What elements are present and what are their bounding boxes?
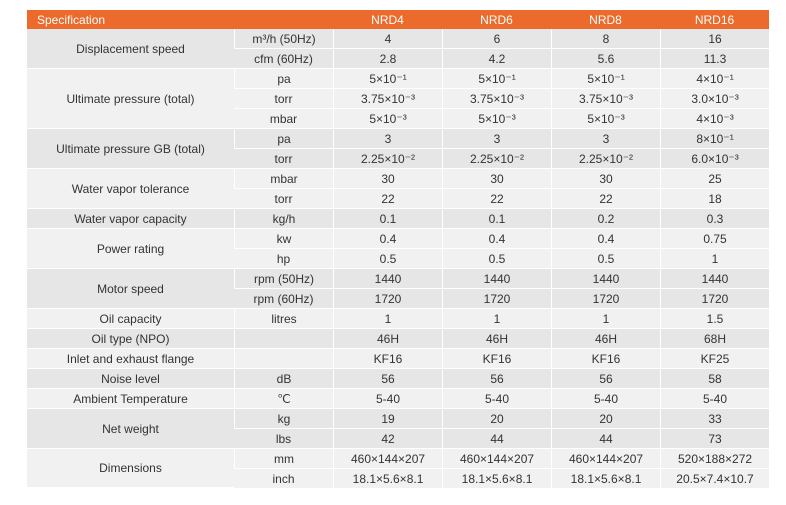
spec-value: 25: [660, 169, 769, 189]
spec-value: 11.3: [660, 49, 769, 69]
spec-row: [27, 169, 769, 189]
spec-value: 460×144×207: [551, 449, 660, 469]
spec-value: 0.4: [551, 229, 660, 249]
spec-label: Oil type (NPO): [27, 329, 234, 349]
spec-value: 58: [660, 369, 769, 389]
spec-value: 19: [333, 409, 442, 429]
spec-unit: rpm (60Hz): [234, 289, 333, 309]
spec-value: 0.3: [660, 209, 769, 229]
spec-unit: hp: [234, 249, 333, 269]
spec-value: 3: [551, 129, 660, 149]
spec-unit: cfm (60Hz): [234, 49, 333, 69]
spec-label: Ambient Temperature: [27, 389, 234, 409]
spec-value: 1: [660, 249, 769, 269]
spec-value: 3: [442, 129, 551, 149]
spec-row: [27, 349, 769, 369]
header-specification: Specification: [27, 10, 333, 29]
spec-label: Noise level: [27, 369, 234, 389]
spec-unit: inch: [234, 469, 333, 488]
spec-value: 3.75×10⁻³: [333, 89, 442, 109]
header-model: NRD4: [333, 10, 442, 29]
spec-unit: [234, 329, 333, 349]
spec-value: 1720: [660, 289, 769, 309]
header-row: [27, 10, 769, 29]
spec-unit: kw: [234, 229, 333, 249]
spec-value: 20: [442, 409, 551, 429]
spec-value: 16: [660, 29, 769, 49]
spec-value: 22: [551, 189, 660, 209]
spec-body: [27, 29, 769, 488]
spec-label: Water vapor tolerance: [27, 169, 234, 209]
spec-unit: torr: [234, 189, 333, 209]
spec-unit: kg: [234, 409, 333, 429]
spec-value: 56: [333, 369, 442, 389]
spec-value: 22: [333, 189, 442, 209]
spec-value: 44: [551, 429, 660, 449]
spec-value: 5-40: [333, 389, 442, 409]
spec-value: 46H: [442, 329, 551, 349]
spec-value: 46H: [333, 329, 442, 349]
spec-value: 1440: [442, 269, 551, 289]
spec-row: [27, 309, 769, 329]
spec-value: KF16: [333, 349, 442, 369]
spec-value: 2.8: [333, 49, 442, 69]
spec-value: 8: [551, 29, 660, 49]
spec-unit: m³/h (50Hz): [234, 29, 333, 49]
spec-value: 5×10⁻¹: [333, 69, 442, 89]
spec-unit: lbs: [234, 429, 333, 449]
spec-value: 4×10⁻³: [660, 109, 769, 129]
spec-value: 18.1×5.6×8.1: [442, 469, 551, 488]
spec-value: 0.1: [442, 209, 551, 229]
spec-unit: kg/h: [234, 209, 333, 229]
spec-value: 8×10⁻¹: [660, 129, 769, 149]
spec-value: 460×144×207: [333, 449, 442, 469]
spec-value: 33: [660, 409, 769, 429]
spec-value: 0.1: [333, 209, 442, 229]
spec-label: Displacement speed: [27, 29, 234, 69]
spec-value: 56: [442, 369, 551, 389]
spec-label: Oil capacity: [27, 309, 234, 329]
spec-value: 5×10⁻¹: [442, 69, 551, 89]
spec-row: [27, 129, 769, 149]
spec-value: 0.5: [442, 249, 551, 269]
spec-value: 18.1×5.6×8.1: [333, 469, 442, 488]
spec-value: 0.2: [551, 209, 660, 229]
spec-value: 22: [442, 189, 551, 209]
spec-value: KF16: [442, 349, 551, 369]
spec-unit: torr: [234, 149, 333, 169]
spec-value: 1720: [333, 289, 442, 309]
spec-label: Motor speed: [27, 269, 234, 309]
spec-value: 2.25×10⁻²: [551, 149, 660, 169]
spec-value: 20: [551, 409, 660, 429]
spec-value: 73: [660, 429, 769, 449]
spec-value: 5×10⁻³: [333, 109, 442, 129]
spec-value: 6.0×10⁻³: [660, 149, 769, 169]
spec-value: 1440: [551, 269, 660, 289]
spec-value: 30: [333, 169, 442, 189]
spec-row: [27, 269, 769, 289]
spec-value: 30: [442, 169, 551, 189]
spec-value: 2.25×10⁻²: [442, 149, 551, 169]
spec-value: 5-40: [551, 389, 660, 409]
spec-row: [27, 409, 769, 429]
spec-value: 20.5×7.4×10.7: [660, 469, 769, 488]
spec-value: 3.75×10⁻³: [551, 89, 660, 109]
spec-row: [27, 389, 769, 409]
spec-value: KF16: [551, 349, 660, 369]
spec-label: Inlet and exhaust flange: [27, 349, 234, 369]
spec-value: 5-40: [442, 389, 551, 409]
spec-value: 5×10⁻³: [442, 109, 551, 129]
spec-unit: mbar: [234, 169, 333, 189]
spec-value: 0.4: [333, 229, 442, 249]
spec-value: 1: [333, 309, 442, 329]
spec-value: 1: [551, 309, 660, 329]
spec-value: 2.25×10⁻²: [333, 149, 442, 169]
spec-value: KF25: [660, 349, 769, 369]
spec-unit: torr: [234, 89, 333, 109]
spec-value: 460×144×207: [442, 449, 551, 469]
spec-value: 46H: [551, 329, 660, 349]
spec-value: 42: [333, 429, 442, 449]
spec-value: 0.75: [660, 229, 769, 249]
spec-value: 0.5: [333, 249, 442, 269]
spec-value: 520×188×272: [660, 449, 769, 469]
spec-row: [27, 229, 769, 249]
spec-value: 0.4: [442, 229, 551, 249]
spec-label: Dimensions: [27, 449, 234, 488]
spec-value: 1: [442, 309, 551, 329]
spec-value: 30: [551, 169, 660, 189]
spec-row: [27, 369, 769, 389]
spec-row: [27, 29, 769, 49]
spec-value: 1720: [442, 289, 551, 309]
spec-row: [27, 449, 769, 469]
spec-unit: [234, 349, 333, 369]
spec-value: 4.2: [442, 49, 551, 69]
spec-label: Power rating: [27, 229, 234, 269]
header-model: NRD8: [551, 10, 660, 29]
spec-value: 18.1×5.6×8.1: [551, 469, 660, 488]
spec-value: 1.5: [660, 309, 769, 329]
spec-value: 3.75×10⁻³: [442, 89, 551, 109]
spec-row: [27, 329, 769, 349]
spec-value: 5×10⁻¹: [551, 69, 660, 89]
spec-value: 56: [551, 369, 660, 389]
spec-value: 4: [333, 29, 442, 49]
spec-label: Net weight: [27, 409, 234, 449]
spec-unit: mbar: [234, 109, 333, 129]
spec-value: 5×10⁻³: [551, 109, 660, 129]
spec-label: Water vapor capacity: [27, 209, 234, 229]
spec-value: 4×10⁻¹: [660, 69, 769, 89]
spec-value: 44: [442, 429, 551, 449]
spec-unit: mm: [234, 449, 333, 469]
spec-unit: litres: [234, 309, 333, 329]
spec-value: 1720: [551, 289, 660, 309]
header-model: NRD6: [442, 10, 551, 29]
spec-label: Ultimate pressure GB (total): [27, 129, 234, 169]
spec-value: 1440: [660, 269, 769, 289]
spec-value: 6: [442, 29, 551, 49]
spec-value: 68H: [660, 329, 769, 349]
spec-label: Ultimate pressure (total): [27, 69, 234, 129]
spec-unit: pa: [234, 69, 333, 89]
spec-value: 5-40: [660, 389, 769, 409]
spec-value: 3: [333, 129, 442, 149]
spec-row: [27, 69, 769, 89]
spec-value: 3.0×10⁻³: [660, 89, 769, 109]
spec-row: [27, 209, 769, 229]
spec-table: [27, 10, 769, 488]
spec-unit: pa: [234, 129, 333, 149]
spec-value: 1440: [333, 269, 442, 289]
spec-value: 0.5: [551, 249, 660, 269]
spec-unit: rpm (50Hz): [234, 269, 333, 289]
spec-value: 18: [660, 189, 769, 209]
spec-value: 5.6: [551, 49, 660, 69]
spec-unit: ℃: [234, 389, 333, 409]
header-model: NRD16: [660, 10, 769, 29]
spec-unit: dB: [234, 369, 333, 389]
